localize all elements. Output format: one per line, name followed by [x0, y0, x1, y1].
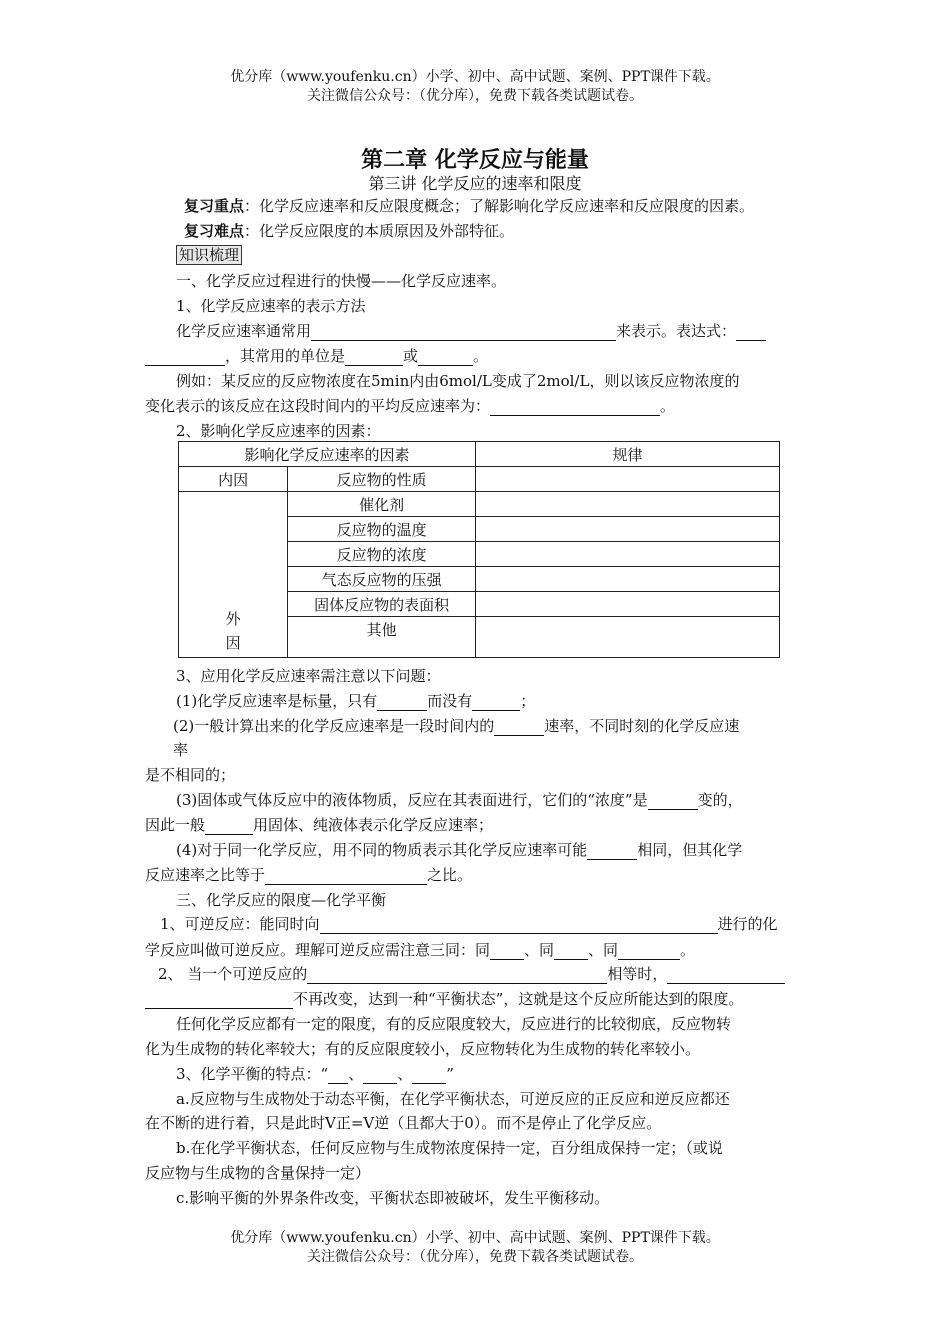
blank[interactable]: [412, 1067, 446, 1084]
table-cell-item: 其他: [288, 617, 476, 658]
blank[interactable]: [320, 917, 718, 934]
s3-p4d: 之比。: [427, 866, 473, 884]
s4-f0d: ”: [446, 1065, 454, 1083]
blank[interactable]: [554, 943, 588, 960]
s1-ex2a: 变化表示的该反应在这段时间内的平均反应速率为：: [145, 397, 491, 415]
s4-f0b: 、: [348, 1065, 364, 1083]
s3-p1b: 而没有: [427, 692, 473, 710]
blank[interactable]: [307, 967, 607, 984]
outer-char-1: 外: [225, 610, 241, 628]
blank[interactable]: [265, 868, 427, 885]
s3-p4a: (4)对于同一化学反应，用不同的物质表示其化学反应速率可能: [176, 841, 588, 859]
blank[interactable]: [363, 1067, 397, 1084]
s1-l2a: ，其常用的单位是: [225, 347, 346, 365]
blank[interactable]: [328, 1067, 348, 1084]
blank[interactable]: [648, 793, 698, 810]
s1-ex2b: 。: [660, 397, 676, 415]
outer-char-2: 因: [225, 634, 241, 652]
s1-line1: [176, 321, 766, 341]
s1-line2: [145, 346, 488, 366]
blank[interactable]: [205, 818, 253, 835]
s4-fa1: a.反应物与生成物处于动态平衡，在化学平衡状态，可逆反应的正反应和逆反应都还: [176, 1090, 730, 1108]
blank[interactable]: [587, 843, 637, 860]
table-cell-item: 气态反应物的压强: [288, 567, 476, 592]
s3-p4: [176, 840, 742, 860]
factors-table: [178, 441, 780, 658]
s3-p2-end: 是不相同的；: [145, 766, 236, 784]
table-cell-item: 反应物的浓度: [288, 542, 476, 567]
s4-e1b: 相等时，: [607, 965, 668, 983]
s4-r1b: 进行的化: [717, 915, 778, 933]
table-row: [179, 467, 780, 492]
table-cell-item: 催化剂: [288, 492, 476, 517]
s4-r2a: 学反应叫做可逆反应。理解可逆反应需注意三同：同: [145, 941, 491, 959]
s4-f0: [176, 1064, 454, 1084]
table-header-rule: 规律: [476, 442, 780, 467]
table-cell-inner: 内因: [179, 467, 288, 492]
blank[interactable]: [418, 349, 473, 366]
s1-example-1: 例如：某反应的反应物浓度在5min内由6mol/L变成了2mol/L，则以该反应物浓度的: [176, 372, 740, 390]
s1-h2: 2、影响化学反应速率的因素：: [176, 422, 381, 440]
s4-r2c: 、同: [588, 941, 619, 959]
s4-heading: 三、化学反应的限度—化学平衡: [176, 891, 387, 909]
s3-p4-cont: [145, 865, 472, 885]
blank[interactable]: [490, 399, 660, 416]
table-cell-item: 反应物的温度: [288, 517, 476, 542]
s4-f0a: 3、化学平衡的特点：“: [176, 1065, 329, 1083]
s3-p1: [176, 691, 535, 711]
s4-fb1: b.在化学平衡状态，任何反应物与生成物浓度保持一定，百分组成保持一定；（或说: [176, 1139, 723, 1157]
s1-l2b: 或: [403, 347, 419, 365]
blank[interactable]: [145, 349, 225, 366]
blank[interactable]: [472, 694, 520, 711]
s4-a2: 化为生成物的转化率较大；有的反应限度较小，反应物转化为生成物的转化率较小。: [145, 1040, 701, 1058]
s4-a1: 任何化学反应都有一定的限度，有的反应限度较大，反应进行的比较彻底，反应物转: [176, 1015, 732, 1033]
table-row: [179, 492, 780, 517]
s3-heading: 3、应用化学反应速率需注意以下问题：: [176, 667, 441, 685]
table-cell-rule[interactable]: [476, 542, 780, 567]
s3-p1c: ；: [520, 692, 536, 710]
focus-text: ：化学反应速率和反应限度概念；了解影响化学反应速率和反应限度的因素。: [244, 197, 755, 215]
s3-p2a: (2)一般计算出来的化学反应速率是一段时间内的: [173, 717, 495, 735]
s1-l1a: 化学反应速率通常用: [176, 322, 312, 340]
s4-e2a: 不再改变，达到一种“平衡状态”，这就是这个反应所能达到的限度。: [293, 990, 744, 1008]
s3-p2-cont: 率: [173, 741, 189, 759]
difficulty-label: 复习难点: [184, 222, 245, 240]
s1-l2c: 。: [473, 347, 489, 365]
blank[interactable]: [667, 967, 785, 984]
table-cell-rule[interactable]: [476, 492, 780, 517]
table-cell-rule[interactable]: [476, 517, 780, 542]
s3-p3d: 用固体、纯液体表示化学反应速率；: [253, 816, 494, 834]
table-cell-item: 反应物的性质: [288, 467, 476, 492]
blank[interactable]: [736, 324, 766, 341]
page-title: 第二章 化学反应与能量: [361, 148, 589, 173]
footer-line-2: 关注微信公众号：（优分库），免费下载各类试题试卷。: [307, 1249, 643, 1265]
s4-fa2: 在不断的进行着，只是此时V正=V逆（且都大于0）。而不是停止了化学反应。: [145, 1114, 662, 1132]
s3-p3: [176, 790, 743, 810]
s4-e1a: 2、 当一个可逆反应的: [158, 965, 308, 983]
header-line-1: 优分库（www.youfenku.cn）小学、初中、高中试题、案例、PPT课件下载。: [230, 69, 720, 85]
page-subtitle: 第三讲 化学反应的速率和限度: [368, 174, 582, 193]
difficulty-line: [184, 221, 514, 241]
s4-r2b: 、同: [524, 941, 555, 959]
blank[interactable]: [311, 324, 616, 341]
table-cell-outer: [179, 492, 288, 658]
s3-p3c: 因此一般: [145, 816, 206, 834]
table-cell-rule[interactable]: [476, 567, 780, 592]
s3-p4b: 相同，但其化学: [637, 841, 743, 859]
table-header-factor: 影响化学反应速率的因素: [179, 442, 476, 467]
s4-r2: [145, 940, 695, 960]
header-line-2: 关注微信公众号：（优分库），免费下载各类试题试卷。: [307, 88, 643, 104]
s1-l1b: 来表示。表达式：: [616, 322, 737, 340]
s3-p2: [173, 716, 739, 736]
s4-e1: [158, 964, 785, 984]
difficulty-text: ：化学反应限度的本质原因及外部特征。: [244, 222, 515, 240]
s4-r1a: 1、可逆反应：能同时向: [160, 915, 320, 933]
s3-p3a: (3)固体或气体反应中的液体物质，反应在其表面进行，它们的“浓度”是: [176, 791, 648, 809]
table-cell-item: 固体反应物的表面积: [288, 592, 476, 617]
s4-fb2: 反应物与生成物的含量保持一定）: [145, 1164, 371, 1182]
knowledge-box: 知识梳理: [176, 245, 242, 265]
section-box-line: [176, 245, 242, 265]
s3-p4c: 反应速率之比等于: [145, 866, 266, 884]
table-cell-rule[interactable]: [476, 617, 780, 658]
focus-line: [184, 196, 754, 216]
blank[interactable]: [377, 694, 427, 711]
s4-e2: [145, 989, 743, 1009]
blank[interactable]: [618, 943, 680, 960]
blank[interactable]: [494, 719, 544, 736]
blank[interactable]: [145, 992, 293, 1009]
blank[interactable]: [490, 943, 524, 960]
footer-line-1: 优分库（www.youfenku.cn）小学、初中、高中试题、案例、PPT课件下载。: [230, 1230, 720, 1246]
s3-p3b: 变的，: [697, 791, 743, 809]
blank[interactable]: [345, 349, 403, 366]
s4-r2d: 。: [680, 941, 696, 959]
s1-heading: 一、化学反应过程进行的快慢——化学反应速率。: [176, 272, 507, 290]
table-row: [179, 442, 780, 467]
table-cell-rule[interactable]: [476, 592, 780, 617]
s1-h1: 1、化学反应速率的表示方法: [176, 297, 366, 315]
s3-p2b: 速率，不同时刻的化学反应速: [544, 717, 740, 735]
s4-r1: [160, 914, 778, 934]
s4-fc1: c.影响平衡的外界条件改变，平衡状态即被破坏，发生平衡移动。: [176, 1189, 610, 1207]
s3-p1a: (1)化学反应速率是标量，只有: [176, 692, 378, 710]
table-cell-rule[interactable]: [476, 467, 780, 492]
s1-example-2: [145, 396, 675, 416]
s3-p3-cont: [145, 815, 493, 835]
s4-f0c: 、: [397, 1065, 413, 1083]
focus-label: 复习重点: [184, 197, 245, 215]
